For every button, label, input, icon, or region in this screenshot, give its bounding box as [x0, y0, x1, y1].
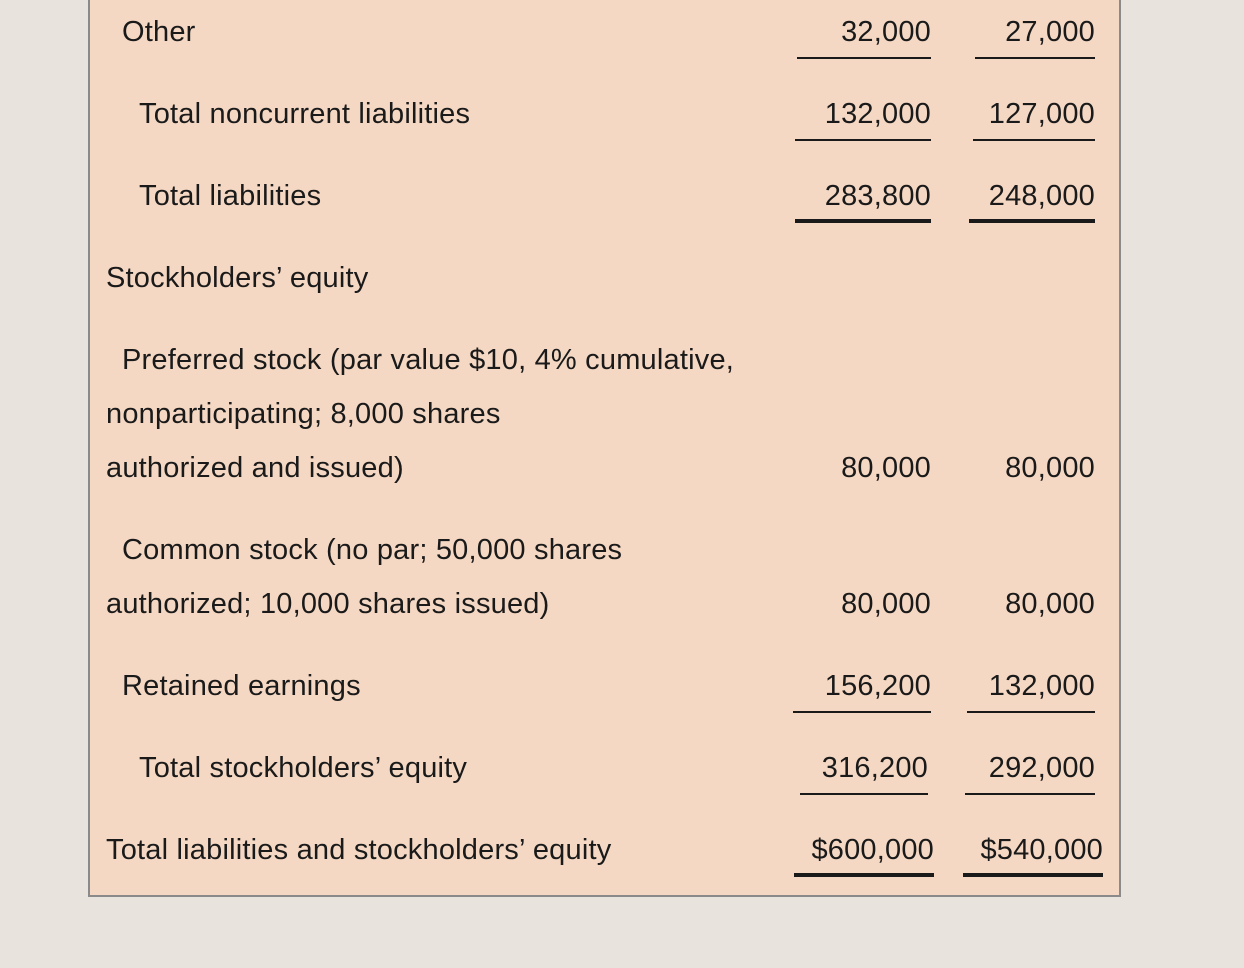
value-prior-year: 80,000: [1005, 452, 1095, 484]
value-current-year: 80,000: [841, 452, 931, 484]
row-label-line-2: nonparticipating; 8,000 shares: [106, 398, 501, 430]
value-prior-year: 127,000: [973, 98, 1095, 141]
row-label-line-1: Common stock (no par; 50,000 shares: [122, 534, 623, 566]
row-label: Total stockholders’ equity: [139, 752, 468, 784]
value-current-year: $600,000: [794, 834, 934, 877]
value-prior-year: 27,000: [975, 16, 1095, 59]
value-prior-year: 132,000: [967, 670, 1095, 713]
row-label: Other: [122, 16, 196, 48]
value-current-year: 316,200: [800, 752, 928, 795]
row-label: Total liabilities and stockholders’ equity: [106, 834, 612, 866]
value-prior-year: $540,000: [963, 834, 1103, 877]
value-current-year: 156,200: [793, 670, 931, 713]
row-label-line-1: Preferred stock (par value $10, 4% cumulative,: [122, 344, 735, 376]
row-label: Total noncurrent liabilities: [139, 98, 471, 130]
row-label: Retained earnings: [122, 670, 361, 702]
value-current-year: 32,000: [797, 16, 931, 59]
row-label-line-3: authorized and issued): [106, 452, 404, 484]
value-prior-year: 292,000: [965, 752, 1095, 795]
value-prior-year: 80,000: [1005, 588, 1095, 620]
value-current-year: 132,000: [795, 98, 931, 141]
row-label-line-2: authorized; 10,000 shares issued): [106, 588, 550, 620]
value-prior-year: 248,000: [969, 180, 1095, 223]
row-label: Total liabilities: [139, 180, 322, 212]
value-current-year: 283,800: [795, 180, 931, 223]
balance-sheet-panel: [88, 0, 1121, 897]
section-heading: Stockholders’ equity: [106, 262, 369, 294]
value-current-year: 80,000: [841, 588, 931, 620]
